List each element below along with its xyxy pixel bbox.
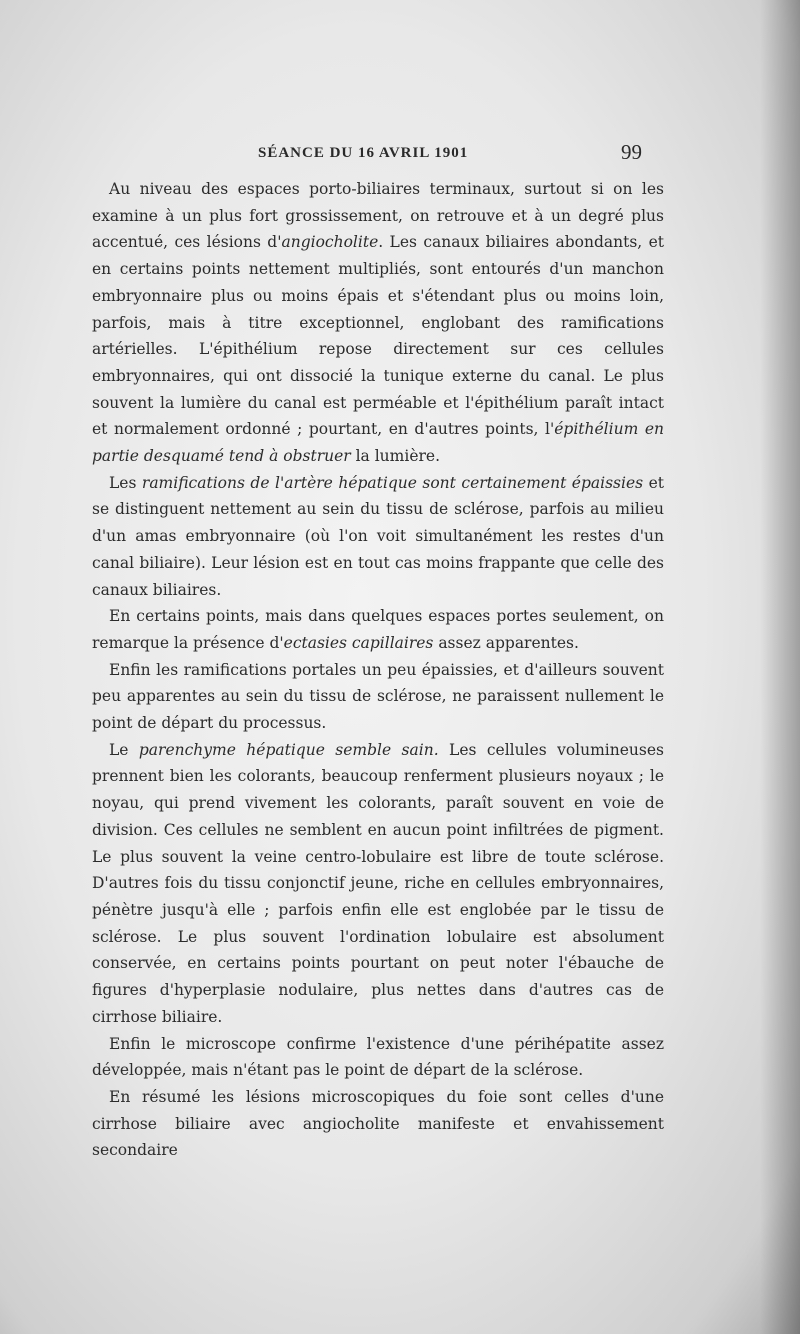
text-run: et se distinguent nettement au sein du tissu de sclérose, parfois au milieu d'un amas embryonnaire (où l'on voit simultanément les restes d'un canal biliaire). Leur lésion est en tout cas moins frappante que celle des canaux biliaires. bbox=[92, 473, 664, 599]
text-run: Le bbox=[109, 740, 139, 759]
text-run: Enfin les ramifications portales un peu épaissies, et d'ailleurs souvent peu apparentes au sein du tissu de sclérose, ne paraissent nullement le point de départ du processus. bbox=[92, 660, 664, 733]
paragraph bbox=[92, 176, 664, 470]
italic-run: angiocholite bbox=[281, 233, 379, 252]
text-run: Enfin le microscope confirme l'existence d'une périhépatite assez développée, mais n'étant pas le point de départ de la sclérose. bbox=[92, 1034, 664, 1080]
paragraph bbox=[92, 470, 664, 604]
italic-run: épithélium en partie desquamé tend à obstruer bbox=[92, 420, 664, 466]
page-header bbox=[92, 140, 642, 170]
italic-run: ramifications de l'artère hépatique sont certainement épaissies bbox=[141, 473, 644, 492]
text-run: la lumière. bbox=[350, 447, 441, 466]
running-title: SÉANCE DU 16 AVRIL 1901 bbox=[258, 145, 469, 161]
italic-run: parenchyme hépatique semble sain. bbox=[138, 740, 439, 759]
text-run: Les bbox=[109, 473, 142, 492]
italic-run: ectasies capillaires bbox=[283, 633, 434, 652]
page-number: 99 bbox=[621, 140, 642, 164]
paragraph bbox=[92, 657, 664, 737]
paragraph bbox=[92, 1031, 664, 1084]
paragraph bbox=[92, 1084, 664, 1164]
text-run: En résumé les lésions microscopiques du foie sont celles d'une cirrhose biliaire avec angiocholite manifeste et envahissement secondaire bbox=[92, 1087, 664, 1160]
body-text bbox=[92, 176, 664, 1164]
text-run: Les cellules volumineuses prennent bien les colorants, beaucoup renferment plusieurs noyaux ; le noyau, qui prend vivement les colorants, paraît souvent en voie de division. Ces cellules ne semblent en aucun point infiltrées de pigment. Le plus souvent la veine centro-lobulaire est libre de toute sclérose. D'autres fois du tissu conjonctif jeune, riche en cellules embryonnaires, pénètre jusqu'à elle ; parfois enfin elle est englobée par le tissu de sclérose. Le plus souvent l'ordination lobulaire est absolument conservée, en certains points pourtant on peut noter l'ébauche de figures d'hyperplasie nodulaire, plus nettes dans d'autres cas de cirrhose biliaire. bbox=[92, 740, 664, 1026]
paragraph bbox=[92, 737, 664, 1031]
text-run: . Les canaux biliaires abondants, et en certains points nettement multipliés, sont entourés d'un manchon embryonnaire plus ou moins épais et s'étendant plus ou moins loin, parfois, mais à titre exceptionnel, englobant des ramifications artérielles. L'épithélium repose directement sur ces cellules embryonnaires, qui ont dissocié la tunique externe du canal. Le plus souvent la lumière du canal est perméable et l'épithélium paraît intact et normalement ordonné ; pourtant, en d'autres points, l' bbox=[92, 233, 665, 439]
text-run: assez apparentes. bbox=[433, 633, 579, 652]
paragraph bbox=[92, 603, 664, 656]
text-run: En certains points, mais dans quelques espaces portes seulement, on remarque la présence d' bbox=[92, 607, 664, 652]
text-run: Au niveau des espaces porto-biliaires terminaux, surtout si on les examine à un plus fort grossissement, on retrouve et à un degré plus accentué, ces lésions d' bbox=[92, 180, 664, 252]
